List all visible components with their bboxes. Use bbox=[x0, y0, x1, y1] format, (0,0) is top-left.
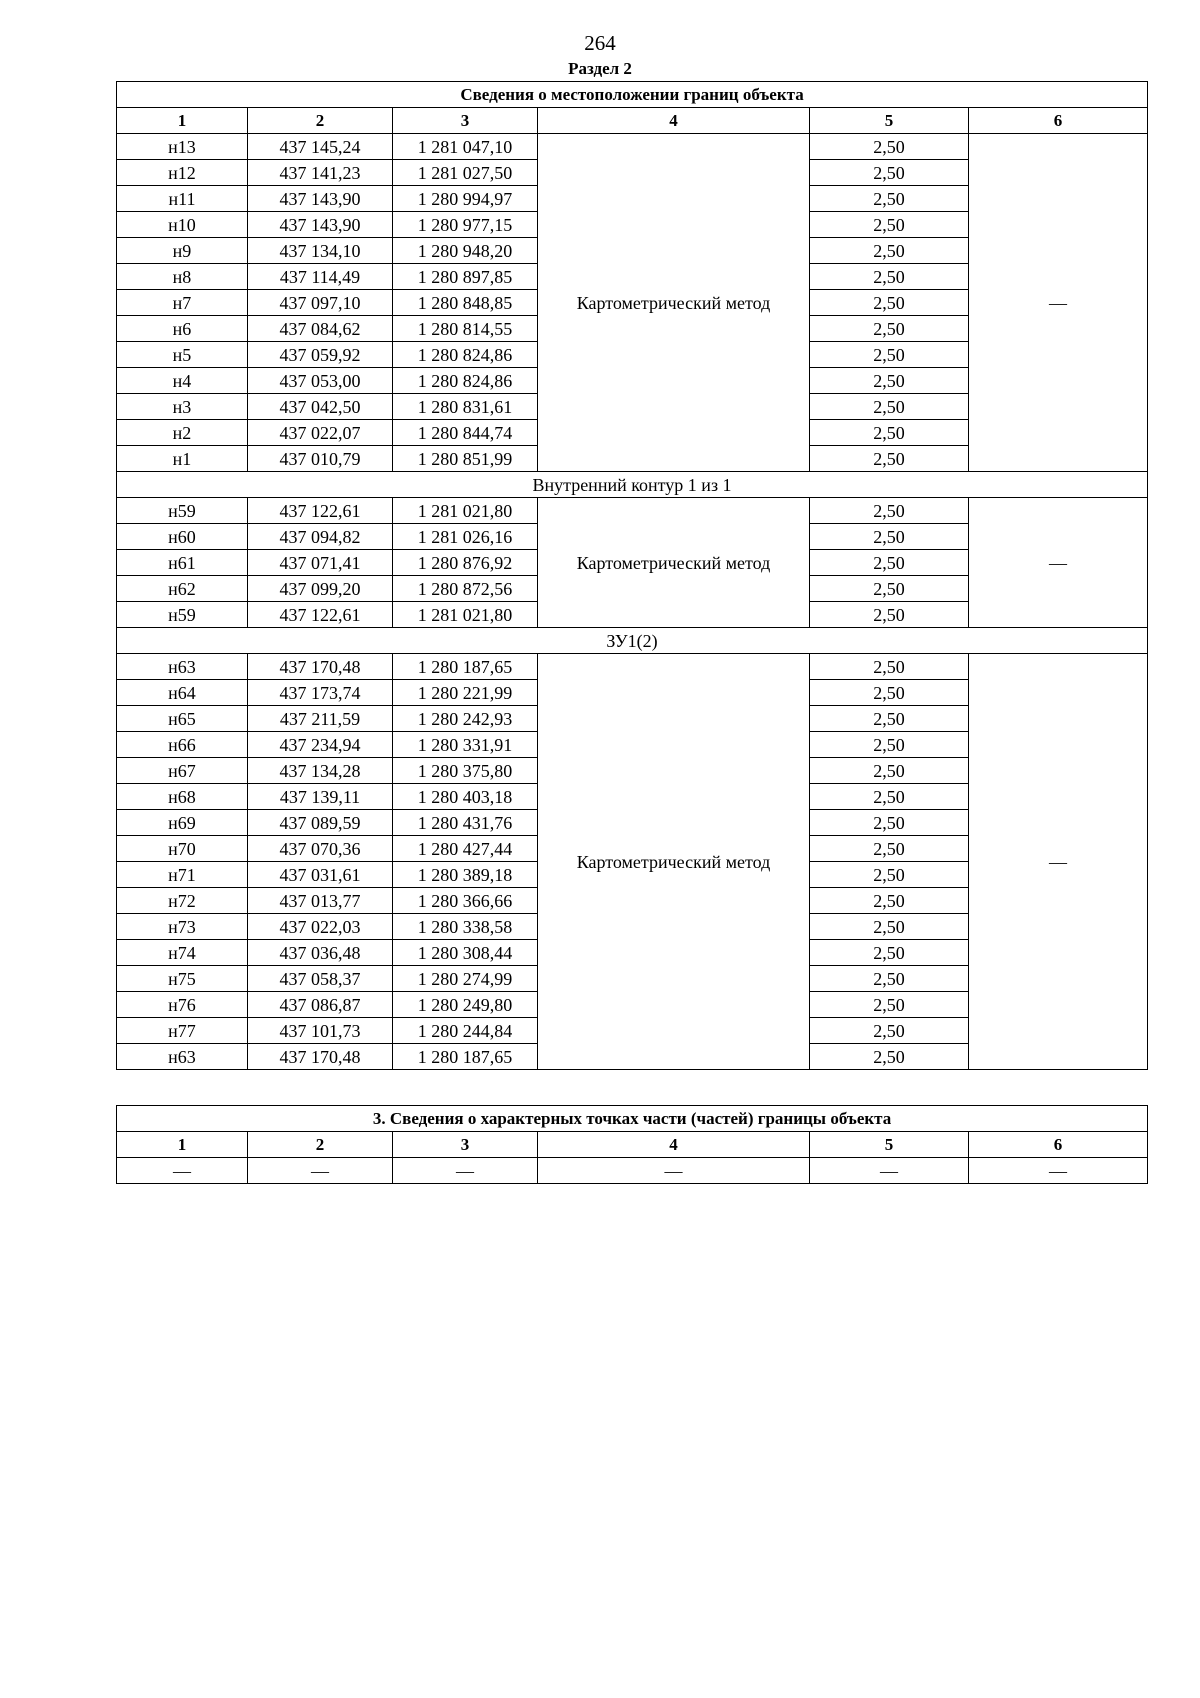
accuracy-cell: 2,50 bbox=[810, 212, 969, 238]
point-name-cell: н61 bbox=[117, 550, 248, 576]
x-coordinate-cell: 437 141,23 bbox=[248, 160, 393, 186]
point-name-cell: н75 bbox=[117, 966, 248, 992]
description-cell: — bbox=[969, 134, 1148, 472]
x-coordinate-cell: 437 170,48 bbox=[248, 1044, 393, 1070]
accuracy-cell: 2,50 bbox=[810, 524, 969, 550]
column-header: 6 bbox=[969, 1132, 1148, 1158]
y-coordinate-cell: 1 280 431,76 bbox=[393, 810, 538, 836]
accuracy-cell: 2,50 bbox=[810, 706, 969, 732]
x-coordinate-cell: 437 053,00 bbox=[248, 368, 393, 394]
x-coordinate-cell: 437 122,61 bbox=[248, 602, 393, 628]
point-name-cell: н1 bbox=[117, 446, 248, 472]
page-number: 264 bbox=[584, 31, 616, 55]
y-coordinate-cell: 1 280 221,99 bbox=[393, 680, 538, 706]
column-header: 4 bbox=[538, 1132, 810, 1158]
x-coordinate-cell: 437 059,92 bbox=[248, 342, 393, 368]
section-title: Раздел 2 bbox=[568, 59, 632, 78]
point-name-cell: н70 bbox=[117, 836, 248, 862]
accuracy-cell: 2,50 bbox=[810, 342, 969, 368]
y-coordinate-cell: 1 280 187,65 bbox=[393, 1044, 538, 1070]
x-coordinate-cell: 437 145,24 bbox=[248, 134, 393, 160]
x-coordinate-cell: 437 010,79 bbox=[248, 446, 393, 472]
x-coordinate-cell: 437 013,77 bbox=[248, 888, 393, 914]
point-name-cell: н59 bbox=[117, 498, 248, 524]
column-header: 2 bbox=[248, 1132, 393, 1158]
column-header: 3 bbox=[393, 108, 538, 134]
column-header: 3 bbox=[393, 1132, 538, 1158]
y-coordinate-cell: 1 280 375,80 bbox=[393, 758, 538, 784]
column-header: 1 bbox=[117, 108, 248, 134]
accuracy-cell: 2,50 bbox=[810, 836, 969, 862]
accuracy-cell: 2,50 bbox=[810, 238, 969, 264]
table-cell: — bbox=[538, 1158, 810, 1184]
accuracy-cell: 2,50 bbox=[810, 550, 969, 576]
y-coordinate-cell: 1 280 851,99 bbox=[393, 446, 538, 472]
method-cell: Картометрический метод bbox=[538, 654, 810, 1070]
point-name-cell: н4 bbox=[117, 368, 248, 394]
y-coordinate-cell: 1 280 366,66 bbox=[393, 888, 538, 914]
x-coordinate-cell: 437 114,49 bbox=[248, 264, 393, 290]
y-coordinate-cell: 1 280 948,20 bbox=[393, 238, 538, 264]
point-name-cell: н9 bbox=[117, 238, 248, 264]
point-name-cell: н77 bbox=[117, 1018, 248, 1044]
accuracy-cell: 2,50 bbox=[810, 134, 969, 160]
x-coordinate-cell: 437 143,90 bbox=[248, 186, 393, 212]
x-coordinate-cell: 437 042,50 bbox=[248, 394, 393, 420]
x-coordinate-cell: 437 094,82 bbox=[248, 524, 393, 550]
accuracy-cell: 2,50 bbox=[810, 862, 969, 888]
accuracy-cell: 2,50 bbox=[810, 316, 969, 342]
point-name-cell: н74 bbox=[117, 940, 248, 966]
x-coordinate-cell: 437 143,90 bbox=[248, 212, 393, 238]
y-coordinate-cell: 1 280 308,44 bbox=[393, 940, 538, 966]
x-coordinate-cell: 437 070,36 bbox=[248, 836, 393, 862]
y-coordinate-cell: 1 280 824,86 bbox=[393, 368, 538, 394]
point-name-cell: н62 bbox=[117, 576, 248, 602]
method-cell: Картометрический метод bbox=[538, 134, 810, 472]
contour-label-row bbox=[117, 628, 1148, 654]
accuracy-cell: 2,50 bbox=[810, 654, 969, 680]
y-coordinate-cell: 1 280 831,61 bbox=[393, 394, 538, 420]
y-coordinate-cell: 1 281 027,50 bbox=[393, 160, 538, 186]
point-name-cell: н63 bbox=[117, 1044, 248, 1070]
y-coordinate-cell: 1 281 021,80 bbox=[393, 498, 538, 524]
y-coordinate-cell: 1 280 244,84 bbox=[393, 1018, 538, 1044]
accuracy-cell: 2,50 bbox=[810, 394, 969, 420]
y-coordinate-cell: 1 280 403,18 bbox=[393, 784, 538, 810]
x-coordinate-cell: 437 097,10 bbox=[248, 290, 393, 316]
accuracy-cell: 2,50 bbox=[810, 810, 969, 836]
column-header: 5 bbox=[810, 1132, 969, 1158]
y-coordinate-cell: 1 280 994,97 bbox=[393, 186, 538, 212]
table-cell: — bbox=[393, 1158, 538, 1184]
point-name-cell: н60 bbox=[117, 524, 248, 550]
x-coordinate-cell: 437 173,74 bbox=[248, 680, 393, 706]
x-coordinate-cell: 437 234,94 bbox=[248, 732, 393, 758]
y-coordinate-cell: 1 280 977,15 bbox=[393, 212, 538, 238]
parts-column-header-row bbox=[117, 1132, 1148, 1158]
contour-label-row bbox=[117, 472, 1148, 498]
accuracy-cell: 2,50 bbox=[810, 914, 969, 940]
point-name-cell: н12 bbox=[117, 160, 248, 186]
point-name-cell: н71 bbox=[117, 862, 248, 888]
x-coordinate-cell: 437 101,73 bbox=[248, 1018, 393, 1044]
point-name-cell: н67 bbox=[117, 758, 248, 784]
y-coordinate-cell: 1 280 338,58 bbox=[393, 914, 538, 940]
x-coordinate-cell: 437 022,07 bbox=[248, 420, 393, 446]
accuracy-cell: 2,50 bbox=[810, 1044, 969, 1070]
accuracy-cell: 2,50 bbox=[810, 758, 969, 784]
x-coordinate-cell: 437 086,87 bbox=[248, 992, 393, 1018]
contour-label: ЗУ1(2) bbox=[117, 628, 1148, 654]
table-row bbox=[117, 1158, 1148, 1184]
point-name-cell: н2 bbox=[117, 420, 248, 446]
column-header: 6 bbox=[969, 108, 1148, 134]
table-row bbox=[117, 498, 1148, 524]
point-name-cell: н72 bbox=[117, 888, 248, 914]
y-coordinate-cell: 1 280 897,85 bbox=[393, 264, 538, 290]
accuracy-cell: 2,50 bbox=[810, 966, 969, 992]
point-name-cell: н76 bbox=[117, 992, 248, 1018]
x-coordinate-cell: 437 134,10 bbox=[248, 238, 393, 264]
accuracy-cell: 2,50 bbox=[810, 576, 969, 602]
accuracy-cell: 2,50 bbox=[810, 290, 969, 316]
accuracy-cell: 2,50 bbox=[810, 498, 969, 524]
x-coordinate-cell: 437 099,20 bbox=[248, 576, 393, 602]
table-cell: — bbox=[969, 1158, 1148, 1184]
point-name-cell: н5 bbox=[117, 342, 248, 368]
table-cell: — bbox=[117, 1158, 248, 1184]
x-coordinate-cell: 437 071,41 bbox=[248, 550, 393, 576]
y-coordinate-cell: 1 280 187,65 bbox=[393, 654, 538, 680]
y-coordinate-cell: 1 280 249,80 bbox=[393, 992, 538, 1018]
point-name-cell: н13 bbox=[117, 134, 248, 160]
point-name-cell: н63 bbox=[117, 654, 248, 680]
point-name-cell: н59 bbox=[117, 602, 248, 628]
table-row bbox=[117, 134, 1148, 160]
description-cell: — bbox=[969, 654, 1148, 1070]
column-header: 4 bbox=[538, 108, 810, 134]
accuracy-cell: 2,50 bbox=[810, 888, 969, 914]
accuracy-cell: 2,50 bbox=[810, 732, 969, 758]
accuracy-cell: 2,50 bbox=[810, 160, 969, 186]
x-coordinate-cell: 437 022,03 bbox=[248, 914, 393, 940]
y-coordinate-cell: 1 281 047,10 bbox=[393, 134, 538, 160]
x-coordinate-cell: 437 134,28 bbox=[248, 758, 393, 784]
table-title: Сведения о местоположении границ объекта bbox=[117, 82, 1148, 108]
table-cell: — bbox=[810, 1158, 969, 1184]
x-coordinate-cell: 437 211,59 bbox=[248, 706, 393, 732]
point-name-cell: н68 bbox=[117, 784, 248, 810]
accuracy-cell: 2,50 bbox=[810, 1018, 969, 1044]
x-coordinate-cell: 437 031,61 bbox=[248, 862, 393, 888]
y-coordinate-cell: 1 281 021,80 bbox=[393, 602, 538, 628]
accuracy-cell: 2,50 bbox=[810, 420, 969, 446]
accuracy-cell: 2,50 bbox=[810, 784, 969, 810]
y-coordinate-cell: 1 280 814,55 bbox=[393, 316, 538, 342]
x-coordinate-cell: 437 170,48 bbox=[248, 654, 393, 680]
contour-label: Внутренний контур 1 из 1 bbox=[117, 472, 1148, 498]
y-coordinate-cell: 1 280 242,93 bbox=[393, 706, 538, 732]
x-coordinate-cell: 437 036,48 bbox=[248, 940, 393, 966]
point-name-cell: н11 bbox=[117, 186, 248, 212]
y-coordinate-cell: 1 280 876,92 bbox=[393, 550, 538, 576]
y-coordinate-cell: 1 280 389,18 bbox=[393, 862, 538, 888]
point-name-cell: н8 bbox=[117, 264, 248, 290]
point-name-cell: н7 bbox=[117, 290, 248, 316]
accuracy-cell: 2,50 bbox=[810, 992, 969, 1018]
parts-boundary-table bbox=[116, 1105, 1148, 1184]
y-coordinate-cell: 1 280 331,91 bbox=[393, 732, 538, 758]
description-cell: — bbox=[969, 498, 1148, 628]
accuracy-cell: 2,50 bbox=[810, 680, 969, 706]
column-header: 1 bbox=[117, 1132, 248, 1158]
x-coordinate-cell: 437 139,11 bbox=[248, 784, 393, 810]
x-coordinate-cell: 437 084,62 bbox=[248, 316, 393, 342]
point-name-cell: н65 bbox=[117, 706, 248, 732]
method-cell: Картометрический метод bbox=[538, 498, 810, 628]
point-name-cell: н10 bbox=[117, 212, 248, 238]
point-name-cell: н73 bbox=[117, 914, 248, 940]
point-name-cell: н64 bbox=[117, 680, 248, 706]
x-coordinate-cell: 437 122,61 bbox=[248, 498, 393, 524]
y-coordinate-cell: 1 281 026,16 bbox=[393, 524, 538, 550]
y-coordinate-cell: 1 280 427,44 bbox=[393, 836, 538, 862]
point-name-cell: н69 bbox=[117, 810, 248, 836]
column-header: 5 bbox=[810, 108, 969, 134]
point-name-cell: н6 bbox=[117, 316, 248, 342]
point-name-cell: н66 bbox=[117, 732, 248, 758]
table-row bbox=[117, 654, 1148, 680]
x-coordinate-cell: 437 058,37 bbox=[248, 966, 393, 992]
accuracy-cell: 2,50 bbox=[810, 368, 969, 394]
y-coordinate-cell: 1 280 872,56 bbox=[393, 576, 538, 602]
accuracy-cell: 2,50 bbox=[810, 264, 969, 290]
y-coordinate-cell: 1 280 848,85 bbox=[393, 290, 538, 316]
y-coordinate-cell: 1 280 274,99 bbox=[393, 966, 538, 992]
column-header: 2 bbox=[248, 108, 393, 134]
accuracy-cell: 2,50 bbox=[810, 940, 969, 966]
y-coordinate-cell: 1 280 824,86 bbox=[393, 342, 538, 368]
table-cell: — bbox=[248, 1158, 393, 1184]
point-name-cell: н3 bbox=[117, 394, 248, 420]
column-header-row bbox=[117, 108, 1148, 134]
y-coordinate-cell: 1 280 844,74 bbox=[393, 420, 538, 446]
accuracy-cell: 2,50 bbox=[810, 602, 969, 628]
x-coordinate-cell: 437 089,59 bbox=[248, 810, 393, 836]
accuracy-cell: 2,50 bbox=[810, 186, 969, 212]
accuracy-cell: 2,50 bbox=[810, 446, 969, 472]
parts-table-title: 3. Сведения о характерных точках части (частей) границы объекта bbox=[117, 1106, 1148, 1132]
boundary-coordinates-table bbox=[116, 81, 1148, 1070]
